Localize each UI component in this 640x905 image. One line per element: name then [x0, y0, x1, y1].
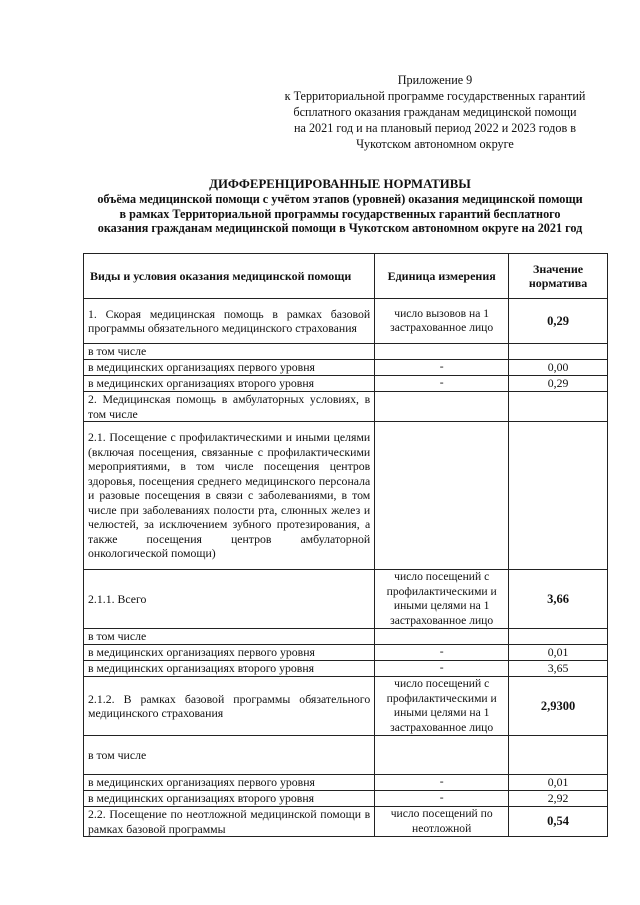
- document-title: ДИФФЕРЕНЦИРОВАННЫЕ НОРМАТИВЫ: [209, 177, 471, 191]
- table-row: [84, 661, 608, 677]
- row-unit: -: [375, 645, 509, 661]
- norms-table: [83, 253, 608, 837]
- row-unit: [375, 736, 509, 775]
- appendix-header: [250, 72, 620, 152]
- table-row: [84, 422, 608, 570]
- table-row: [84, 392, 608, 422]
- row-value: 0,01: [509, 645, 608, 661]
- row-value: 0,01: [509, 775, 608, 791]
- row-label: 2.2. Посещение по неотложной медицинской помощи в рамках базовой программы: [84, 807, 375, 837]
- table-row: [84, 344, 608, 360]
- document-heading: [60, 176, 620, 236]
- appendix-line: к Территориальной программе государственных гарантий: [284, 89, 586, 103]
- table-row: [84, 299, 608, 344]
- row-unit: [375, 392, 509, 422]
- row-unit: -: [375, 360, 509, 376]
- row-value: 3,66: [509, 570, 608, 629]
- row-label: в медицинских организациях второго уровня: [84, 661, 375, 677]
- row-value: [509, 392, 608, 422]
- document-subtitle-line: в рамках Территориальной программы государственных гарантий бесплатного: [119, 206, 561, 221]
- row-label: 2.1. Посещение с профилактическими и иными целями (включая посещения, связанные с профилактическими мероприятиями, в том числе посещения центров здоровья, посещения среднего медицинского персонала и разовые посещения в связи с заболеваниями, в том числе при заболеваниях полости рта, слюнных желез и челюстей, за исключением зубного протезирования, а также посещения центров амбулаторной онкологической помощи): [84, 422, 375, 570]
- row-value: 2,9300: [509, 677, 608, 736]
- row-value: 0,54: [509, 807, 608, 837]
- table-row: [84, 807, 608, 837]
- row-label: в медицинских организациях второго уровня: [84, 791, 375, 807]
- row-label: в медицинских организациях первого уровня: [84, 645, 375, 661]
- appendix-line: бсплатного оказания гражданам медицинской помощи: [293, 105, 577, 119]
- table-row: [84, 360, 608, 376]
- appendix-line: на 2021 год и на плановый период 2022 и 2023 годов в: [293, 121, 576, 135]
- row-label: в медицинских организациях первого уровня: [84, 775, 375, 791]
- row-value: 3,65: [509, 661, 608, 677]
- row-unit: -: [375, 775, 509, 791]
- row-value: 0,00: [509, 360, 608, 376]
- table-row: [84, 645, 608, 661]
- row-value: [509, 736, 608, 775]
- row-unit: [375, 422, 509, 570]
- row-unit: число вызовов на 1 застрахованное лицо: [375, 299, 509, 344]
- document-subtitle-line: оказания гражданам медицинской помощи в Чукотском автономном округе на 2021 год: [97, 221, 583, 235]
- table-row: [84, 376, 608, 392]
- row-unit: -: [375, 661, 509, 677]
- table-row: [84, 775, 608, 791]
- header-unit: Единица измерения: [375, 254, 509, 299]
- row-unit: -: [375, 376, 509, 392]
- row-label: в том числе: [84, 736, 375, 775]
- row-unit: -: [375, 791, 509, 807]
- row-label: 1. Скорая медицинская помощь в рамках базовой программы обязательного медицинского страхования: [84, 299, 375, 344]
- table-row: [84, 677, 608, 736]
- table-row: [84, 736, 608, 775]
- header-type-conditions: Виды и условия оказания медицинской помощи: [84, 254, 375, 299]
- document-subtitle-line: объёма медицинской помощи с учётом этапов (уровней) оказания медицинской помощи: [97, 192, 583, 206]
- row-unit: число посещений с профилактическими и иными целями на 1 застрахованное лицо: [375, 570, 509, 629]
- appendix-line: Приложение 9: [397, 73, 473, 87]
- row-unit: число посещений с профилактическими и иными целями на 1 застрахованное лицо: [375, 677, 509, 736]
- row-label: 2.1.1. Всего: [84, 570, 375, 629]
- row-label: 2. Медицинская помощь в амбулаторных условиях, в том числе: [84, 392, 375, 422]
- row-value: [509, 344, 608, 360]
- table-header-row: [84, 254, 608, 299]
- row-value: [509, 422, 608, 570]
- row-label: в том числе: [84, 344, 375, 360]
- row-label: 2.1.2. В рамках базовой программы обязательного медицинского страхования: [84, 677, 375, 736]
- row-unit: число посещений по неотложной: [375, 807, 509, 837]
- table-row: [84, 629, 608, 645]
- header-value: Значение норматива: [509, 254, 608, 299]
- appendix-line: Чукотском автономном округе: [356, 137, 514, 151]
- row-value: 2,92: [509, 791, 608, 807]
- row-label: в медицинских организациях первого уровня: [84, 360, 375, 376]
- row-unit: [375, 344, 509, 360]
- row-value: 0,29: [509, 376, 608, 392]
- row-label: в медицинских организациях второго уровня: [84, 376, 375, 392]
- row-value: 0,29: [509, 299, 608, 344]
- row-unit: [375, 629, 509, 645]
- table-row: [84, 570, 608, 629]
- row-label: в том числе: [84, 629, 375, 645]
- row-value: [509, 629, 608, 645]
- table-row: [84, 791, 608, 807]
